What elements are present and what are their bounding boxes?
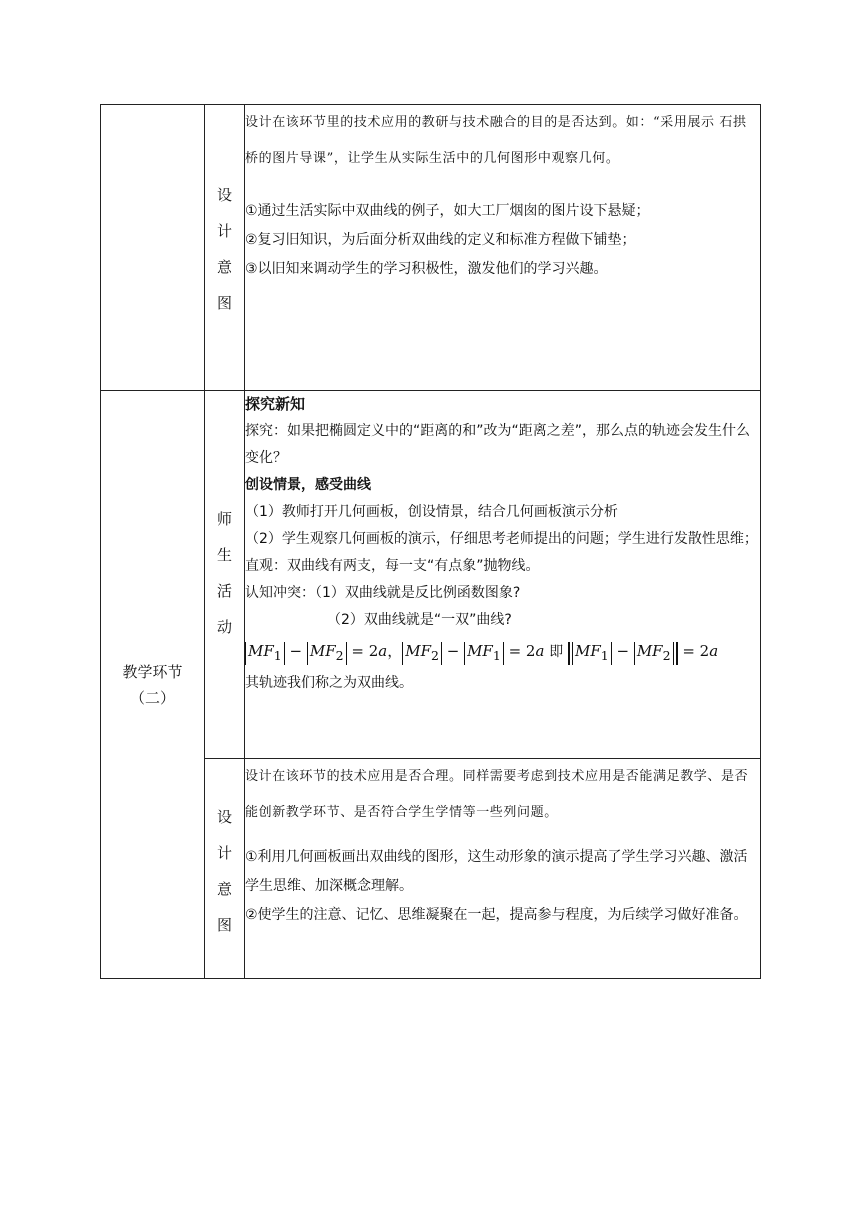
design-point: ②复习旧知识，为后面分析双曲线的定义和标准方程做下铺垫； [245,232,636,248]
explore-text: 探究：如果把椭圆定义中的“距离的和”改为“距离之差”，那么点的轨迹会发生什么变化？ [245,423,751,466]
section2-activity-label [205,391,245,759]
label-char: 活 [216,582,232,600]
label-char: 设 [216,186,232,204]
tech-note: 设计在该环节的技术应用是否合理。同样需要考虑到技术应用是否能满足教学、是否能创新教学环节、是否符合学生学情等一些列问题。 [245,769,749,820]
stage-label: 教学环节 [122,662,183,681]
design-point: ②使学生的注意、记忆、思维凝聚在一起，提高参与程度，为后续学习做好准备。 [245,907,748,923]
section1-design-row [101,105,761,391]
section2-stage-cell [101,391,205,979]
formula-connector: 即 [549,644,564,660]
tech-note: 设计在该环节里的技术应用的教研与技术融合的目的是否达到。如：“采用展示 石拱桥的图片导课”，让学生从实际生活中的几何图形中观察几何。 [245,115,747,166]
intuition-text: 直观：双曲线有两支，每一支“有点象”抛物线。 [245,558,540,574]
label-char: 动 [216,618,232,636]
label-char: 设 [216,808,232,826]
stage-number: （二） [129,688,175,707]
section-heading: 探究新知 [245,395,306,413]
sub-heading: 创设情景，感受曲线 [245,477,371,493]
label-char: 计 [216,222,232,240]
label-char: 图 [216,916,232,934]
section1-design-content [245,105,761,391]
conflict-text: 认知冲突：（1）双曲线就是反比例函数图象? [245,585,521,601]
section2-activity-content [245,391,761,759]
design-point: ①通过生活实际中双曲线的例子，如大工厂烟囱的图片设下悬疑； [245,203,650,219]
label-char: 意 [216,258,232,276]
section2-design-label [205,759,245,979]
step-text: （1）教师打开几何画板，创设情景，结合几何画板演示分析 [245,504,618,520]
section1-design-label [205,105,245,391]
label-char: 生 [216,546,232,564]
design-point: ③以旧知来调动学生的学习积极性，激发他们的学习兴趣。 [245,261,608,277]
section2-design-content [245,759,761,979]
label-char: 图 [216,294,232,312]
section2-activity-row [101,391,761,759]
conclusion-text: 其轨迹我们称之为双曲线。 [245,675,413,691]
formula-separator: ， [387,642,403,660]
label-char: 师 [216,510,232,528]
label-char: 意 [216,880,232,898]
step-text: （2）学生观察几何画板的演示，仔细思考老师提出的问题；学生进行发散性思维； [245,531,758,547]
design-point: ①利用几何画板画出双曲线的图形，这生动形象的演示提高了学生学习兴趣、激活学生思维、加深概念理解。 [245,849,748,894]
conflict-text: （2）双曲线就是“一双”曲线? [327,612,512,628]
section1-stage-cell [101,105,205,391]
lesson-plan-table [100,104,761,979]
formula: $MF_1 - MF_2 = 2a$， $MF_2 - MF_1 = 2a$ 即 $MF_1 - MF_2 = 2a$ [245,634,760,670]
label-char: 计 [216,844,232,862]
